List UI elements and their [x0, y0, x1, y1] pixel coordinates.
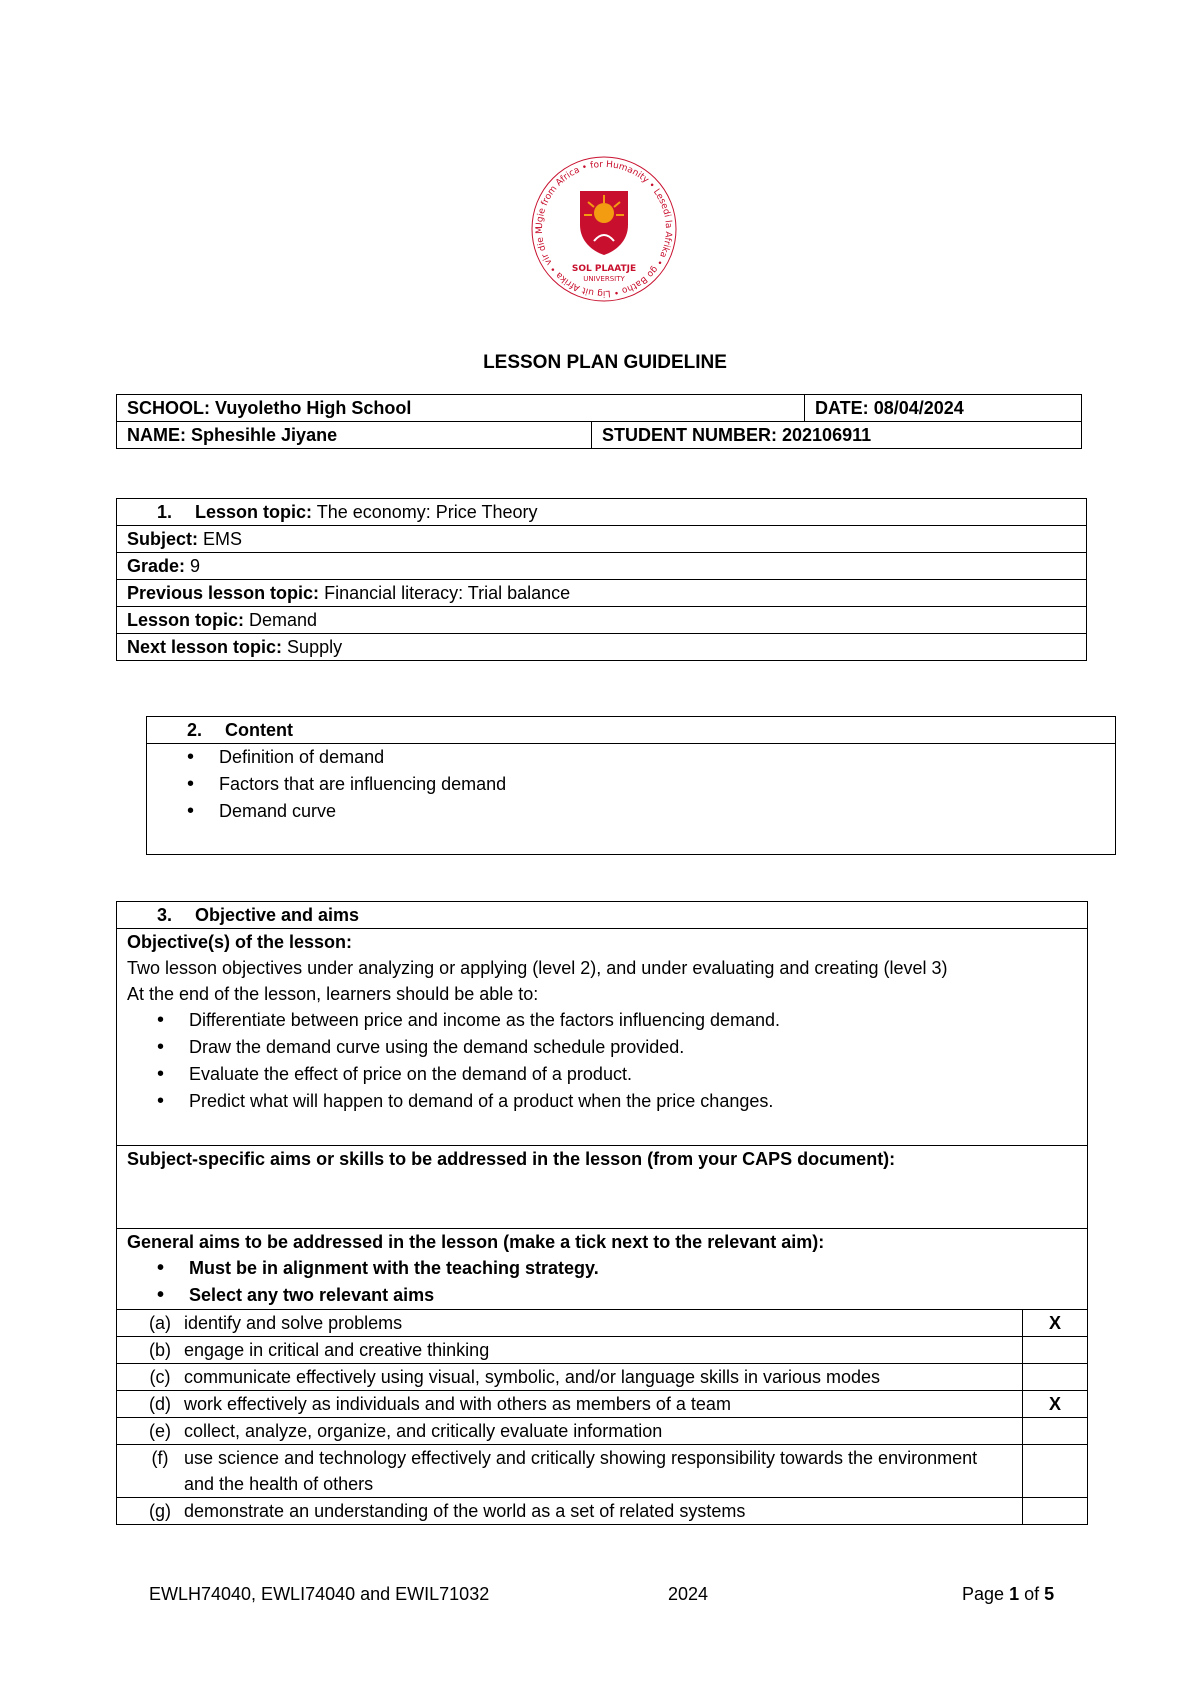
name-label: NAME: — [127, 425, 186, 445]
aim-label: (f) — [151, 1448, 169, 1468]
list-item: • Evaluate the effect of price on the demand of a product. — [117, 1061, 1077, 1088]
grade-label: Grade: — [127, 556, 186, 576]
previous-topic-row — [117, 580, 1087, 607]
section3-heading — [117, 902, 1088, 929]
aim-label: (b) — [149, 1340, 171, 1360]
list-item: • Select any two relevant aims — [117, 1282, 1077, 1309]
aim-text: use science and technology effectively and critically showing responsibility towards the environment and the health of others — [184, 1448, 978, 1494]
aim-row — [117, 1364, 1088, 1391]
student-number-value: 202106911 — [782, 425, 872, 445]
topic-label: Lesson topic: — [127, 610, 245, 630]
content-list — [147, 744, 1105, 825]
previous-topic-label: Previous lesson topic: — [127, 583, 320, 603]
aim-mark[interactable] — [1023, 1418, 1088, 1445]
next-topic-row — [117, 634, 1087, 661]
date-cell — [805, 395, 1082, 422]
aim-mark[interactable] — [1023, 1498, 1088, 1525]
section1-number: 1. — [157, 502, 173, 522]
content-table — [146, 716, 1116, 855]
header-table — [116, 394, 1082, 449]
list-item: • Definition of demand — [147, 744, 1105, 771]
section3-number: 3. — [157, 905, 173, 925]
page-current: 1 — [1009, 1584, 1020, 1604]
aim-label: (d) — [149, 1394, 171, 1414]
section2-title: Content — [225, 720, 293, 740]
section2-heading — [147, 717, 1116, 744]
footer-codes: EWLH74040, EWLI74040 and EWIL71032 — [149, 1584, 490, 1604]
aim-text: engage in critical and creative thinking — [184, 1340, 490, 1360]
list-item: • Must be in alignment with the teaching strategy. — [117, 1255, 1077, 1282]
subject-label: Subject: — [127, 529, 199, 549]
page-prefix: Page — [962, 1584, 1005, 1604]
objectives-intro-2: At the end of the lesson, learners should be able to: — [127, 984, 539, 1004]
list-item: • Demand curve — [147, 798, 1105, 825]
date-label: DATE: — [815, 398, 869, 418]
aim-label: (g) — [149, 1501, 171, 1521]
topic-value: Demand — [249, 610, 318, 630]
general-aims-notes — [117, 1255, 1077, 1309]
general-aims-heading: General aims to be addressed in the lesson (make a tick next to the relevant aim): — [127, 1232, 825, 1252]
lesson-topic-value: The economy: Price Theory — [316, 502, 538, 522]
university-logo — [524, 149, 684, 309]
next-topic-value: Supply — [287, 637, 343, 657]
general-aims-cell — [117, 1229, 1088, 1310]
lesson-topic-table — [116, 498, 1087, 661]
section3-title: Objective and aims — [195, 905, 360, 925]
aim-row — [117, 1418, 1088, 1445]
logo-name-line2: UNIVERSITY — [583, 275, 625, 283]
school-label: SCHOOL: — [127, 398, 210, 418]
school-cell — [117, 395, 805, 422]
lesson-topic-label: Lesson topic: — [195, 502, 313, 522]
sun-icon — [594, 203, 614, 223]
list-item: • Differentiate between price and income as the factors influencing demand. — [117, 1007, 1077, 1034]
logo-ring-text: Ugie from Africa • for Humanity • Lesedi la Afrika • go Batho • Lig uit Afrika • vir die M — [534, 159, 674, 299]
objectives-heading: Objective(s) of the lesson: — [127, 932, 353, 952]
aim-mark[interactable] — [1023, 1364, 1088, 1391]
aim-text: work effectively as individuals and with others as members of a team — [184, 1394, 731, 1414]
grade-value: 9 — [190, 556, 201, 576]
aim-text: communicate effectively using visual, symbolic, and/or language skills in various modes — [184, 1367, 881, 1387]
name-value: Sphesihle Jiyane — [191, 425, 338, 445]
objectives-cell — [117, 929, 1088, 1146]
section1-heading — [117, 499, 1087, 526]
section2-number: 2. — [187, 720, 203, 740]
student-number-cell — [592, 422, 1082, 449]
aim-text: demonstrate an understanding of the world as a set of related systems — [184, 1501, 746, 1521]
aim-label: (c) — [149, 1367, 171, 1387]
aim-mark[interactable]: X — [1023, 1310, 1088, 1337]
aim-mark[interactable] — [1023, 1445, 1088, 1498]
subject-row — [117, 526, 1087, 553]
aim-row — [117, 1310, 1088, 1337]
page-of: of — [1024, 1584, 1040, 1604]
objectives-intro: Two lesson objectives under analyzing or applying (level 2), and under evaluating and creating (level 3) — [127, 958, 948, 978]
previous-topic-value: Financial literacy: Trial balance — [324, 583, 571, 603]
list-item: • Predict what will happen to demand of a product when the price changes. — [117, 1088, 1077, 1115]
topic-row — [117, 607, 1087, 634]
aim-mark[interactable]: X — [1023, 1391, 1088, 1418]
aim-label: (e) — [149, 1421, 171, 1441]
student-number-label: STUDENT NUMBER: — [602, 425, 777, 445]
subject-aims-heading: Subject-specific aims or skills to be addressed in the lesson (from your CAPS document): — [127, 1149, 896, 1169]
next-topic-label: Next lesson topic: — [127, 637, 283, 657]
aim-row — [117, 1391, 1088, 1418]
aim-mark[interactable] — [1023, 1337, 1088, 1364]
list-item: • Draw the demand curve using the demand schedule provided. — [117, 1034, 1077, 1061]
list-item: • Factors that are influencing demand — [147, 771, 1105, 798]
date-value: 08/04/2024 — [873, 398, 964, 418]
page-total: 5 — [1044, 1584, 1055, 1604]
logo-name-line1: SOL PLAATJE — [571, 264, 637, 274]
subject-value: EMS — [203, 529, 243, 549]
objectives-table — [116, 901, 1088, 1525]
subject-aims-cell — [117, 1146, 1088, 1229]
footer-page-number — [962, 1584, 1054, 1605]
page-title: LESSON PLAN GUIDELINE — [483, 352, 727, 373]
name-cell — [117, 422, 592, 449]
aim-text: collect, analyze, organize, and critically evaluate information — [184, 1421, 663, 1441]
footer-year: 2024 — [668, 1584, 709, 1604]
aim-text: identify and solve problems — [184, 1313, 403, 1333]
school-value: Vuyoletho High School — [215, 398, 412, 418]
aim-row — [117, 1498, 1088, 1525]
grade-row — [117, 553, 1087, 580]
aim-row — [117, 1337, 1088, 1364]
content-list-cell — [147, 744, 1116, 855]
aim-row — [117, 1445, 1088, 1498]
objectives-list — [117, 1007, 1077, 1115]
aim-label: (a) — [149, 1313, 171, 1333]
